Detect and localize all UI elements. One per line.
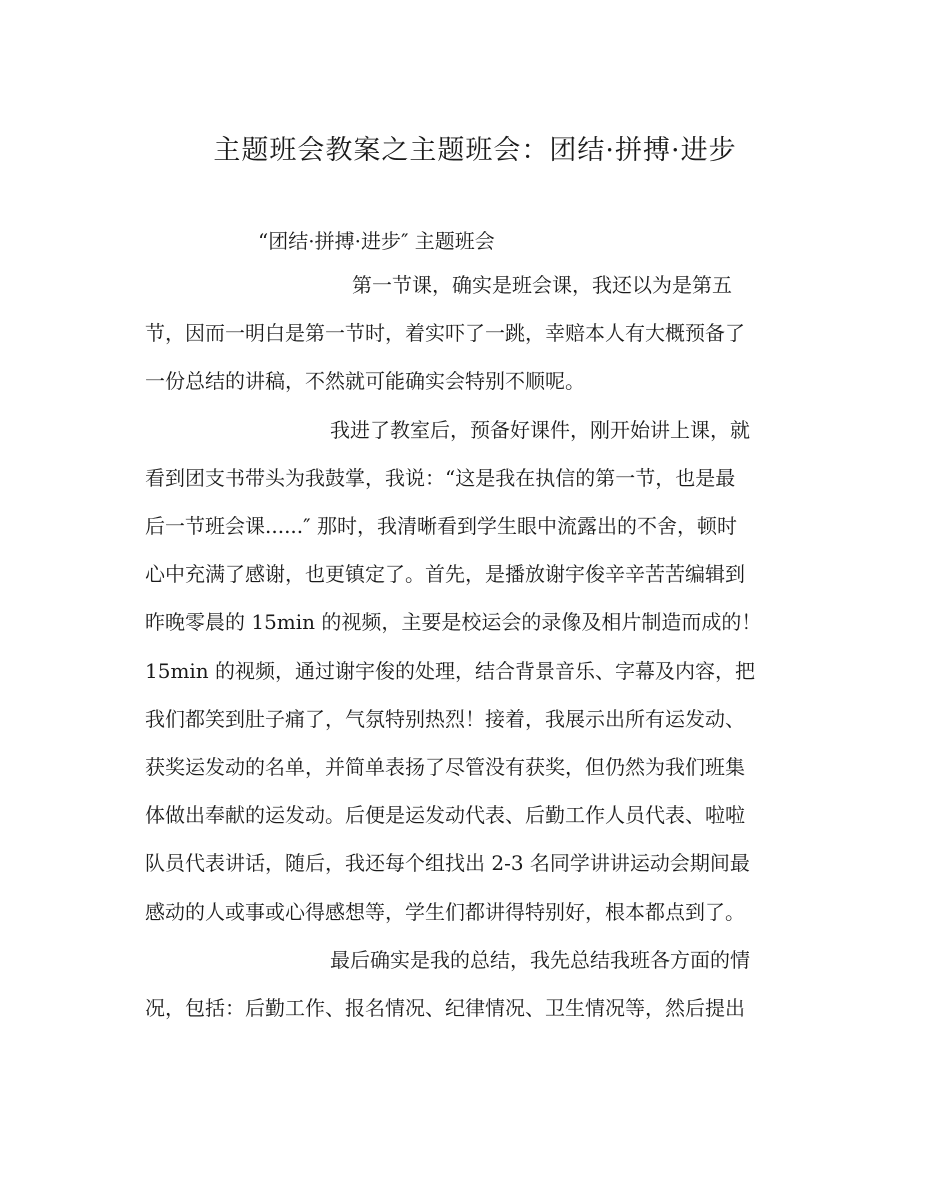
paragraph-line: 节，因而一明白是第一节时，着实吓了一跳，幸赔本人有大概预备了 bbox=[145, 321, 745, 345]
document-title: 主题班会教案之主题班会：团结·拼搏·进步 bbox=[213, 135, 737, 166]
paragraph-line: 感动的人或事或心得感想等，学生们都讲得特别好，根本都点到了。 bbox=[145, 900, 745, 924]
paragraph-line: 15min 的视频，通过谢宇俊的处理，结合背景音乐、字幕及内容，把 bbox=[145, 659, 756, 683]
paragraph-line: 队员代表讲话，随后，我还每个组找出 2-3 名同学讲讲运动会期间最 bbox=[145, 851, 750, 875]
paragraph-line: 看到团支书带头为我鼓掌，我说：“这是我在执信的第一节，也是最 bbox=[145, 466, 736, 490]
document-subtitle: “团结·拼搏·进步″ 主题班会 bbox=[258, 229, 495, 253]
paragraph-line: 一份总结的讲稿，不然就可能确实会特别不顺呢。 bbox=[145, 369, 585, 393]
paragraph-line: 我们都笑到肚子痛了，气氛特别热烈！接着，我展示出所有运发动、 bbox=[145, 707, 745, 731]
paragraph-line: 我进了教室后，预备好课件，刚开始讲上课，就 bbox=[330, 418, 750, 442]
paragraph-line: 第一节课，确实是班会课，我还以为是第五 bbox=[352, 273, 732, 297]
paragraph-line: 昨晚零晨的 15min 的视频，主要是校运会的录像及相片制造而成的！ bbox=[145, 610, 762, 634]
paragraph-line: 最后确实是我的总结，我先总结我班各方面的情 bbox=[330, 948, 750, 972]
paragraph-line: 体做出奉献的运发动。后便是运发动代表、后勤工作人员代表、啦啦 bbox=[145, 803, 745, 827]
paragraph-line: 心中充满了感谢，也更镇定了。首先，是播放谢宇俊辛辛苦苦编辑到 bbox=[145, 562, 745, 586]
paragraph-line: 况，包括：后勤工作、报名情况、纪律情况、卫生情况等，然后提出 bbox=[145, 996, 745, 1020]
paragraph-line: 后一节班会课......″ 那时，我清晰看到学生眼中流露出的不舍，顿时 bbox=[145, 514, 737, 538]
paragraph-line: 获奖运发动的名单，并简单表扬了尽管没有获奖，但仍然为我们班集 bbox=[145, 755, 745, 779]
